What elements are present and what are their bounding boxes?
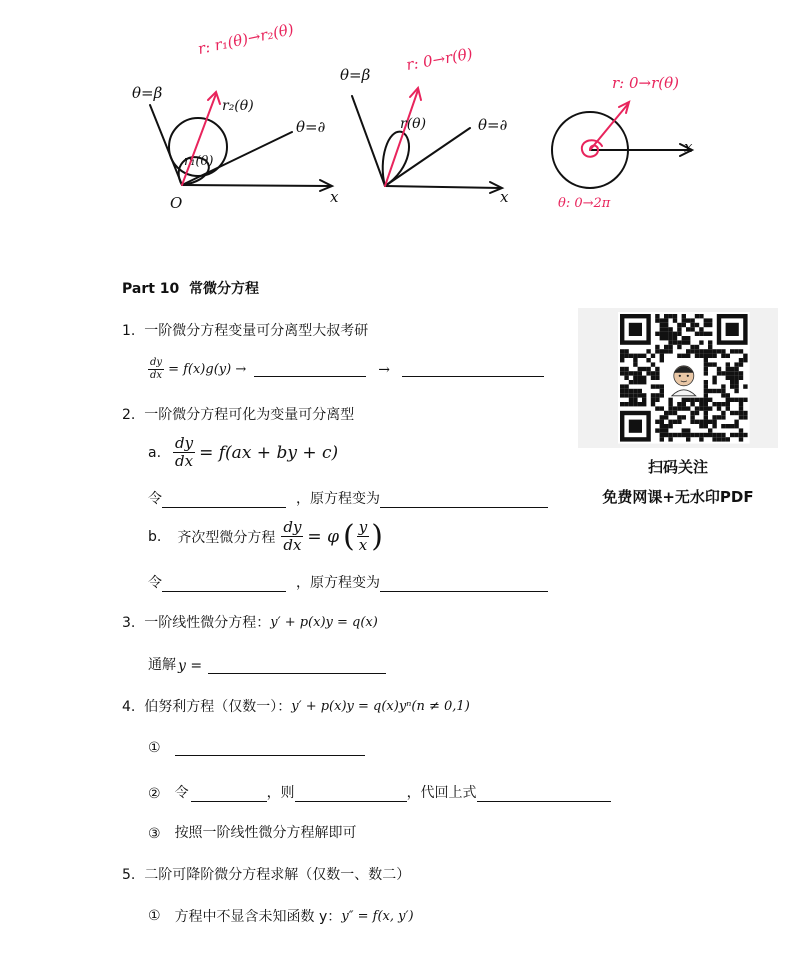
s2-b-frac-num: dy: [283, 518, 302, 536]
s4-ze: ，则: [266, 785, 295, 801]
s5-circle-1: ①: [148, 908, 161, 924]
s2-b-label: b.: [148, 528, 162, 545]
s4-step3: [148, 822, 357, 842]
s1-blank-2[interactable]: [402, 362, 544, 377]
d2-label-alpha: θ=∂: [478, 116, 508, 134]
d2-ray-alpha: [385, 128, 470, 186]
qr-caption-1: 扫码关注: [647, 458, 708, 476]
d1-label-r2: r₂(θ): [222, 98, 254, 114]
s2-a-ling: 令: [148, 491, 162, 507]
s4-ling: 令: [174, 785, 189, 801]
s4-step1: [148, 740, 365, 756]
s4-formula: y′ + p(x)y = q(x)yⁿ(n ≠ 0,1): [291, 698, 470, 714]
s4-blank-4[interactable]: [477, 787, 611, 802]
d1-label-origin: O: [170, 194, 183, 212]
d2-label-range: r: 0→r(θ): [404, 44, 474, 74]
s4-row: [122, 696, 470, 716]
d1-x-axis: [182, 185, 330, 186]
s5-item1-text: 方程中不显含未知函数 y：: [174, 909, 342, 925]
s4-circle-1: ①: [148, 740, 161, 756]
s4-blank-3[interactable]: [295, 787, 407, 802]
s2-b-blank-2[interactable]: [380, 577, 548, 592]
s3-general-y: y =: [178, 658, 203, 674]
s4-step3-text: 按照一阶线性微分方程解即可: [174, 825, 357, 841]
s3-title: 3. 一阶线性微分方程：: [122, 615, 271, 631]
d1-ray-beta: [150, 105, 182, 185]
s2-a-blank-2[interactable]: [380, 493, 548, 508]
s1-blank-1[interactable]: [254, 362, 366, 377]
qr-caption-2: 免费网课+无水印PDF: [602, 488, 754, 506]
d1-label-r1: r₁(θ): [184, 154, 214, 169]
s2-b-substitution: [148, 572, 548, 592]
s2-a-rhs: = f(ax + by + c): [199, 442, 339, 463]
d3-label-x: x: [684, 138, 693, 156]
d3-label-theta-range: θ: 0→2π: [558, 196, 611, 211]
s5-title: 5. 二阶可降阶微分方程求解（仅数一、数二）: [122, 867, 411, 883]
s1-formula: [148, 358, 544, 381]
s1-fraction: [148, 358, 164, 381]
s2-a-frac-den: dx: [175, 452, 194, 470]
s3-row: [122, 612, 378, 632]
d2-lobe: [383, 132, 409, 186]
d2-x-axis: [385, 186, 500, 188]
s2-b-inner-den: x: [358, 536, 368, 554]
s2-b-blank-1[interactable]: [162, 577, 286, 592]
s2-b-frac-den: dx: [283, 536, 302, 554]
s3-general-label: 通解: [148, 657, 176, 673]
s4-circle-2: ②: [148, 786, 161, 802]
s2-b-ling: 令: [148, 575, 162, 591]
s2-a-substitution: [148, 488, 548, 508]
s3-general: [148, 654, 386, 674]
s2-a-fraction: [173, 436, 195, 469]
s1-title: 1. 一阶微分方程变量可分离型大叔考研: [122, 323, 369, 339]
qr-code[interactable]: [578, 308, 778, 448]
s3-formula: y′ + p(x)y = q(x): [270, 614, 378, 630]
s4-blank-1[interactable]: [175, 741, 365, 756]
s2-b-inner-fraction: [357, 520, 369, 553]
s2-a-formula: [173, 436, 338, 469]
d2-label-beta: θ=β: [340, 66, 371, 84]
s2-a-blank-1[interactable]: [162, 493, 286, 508]
s4-step2: [148, 782, 611, 802]
s1-formula-rhs: = f(x)g(y) →: [168, 362, 247, 377]
s1-arrow: →: [378, 361, 390, 378]
d3-label-range: r: 0→r(θ): [612, 74, 680, 92]
s4-daihui: ，代回上式: [406, 785, 477, 801]
s2-a-row: [148, 436, 338, 469]
d1-label-alpha: θ=∂: [296, 118, 326, 136]
s4-title: 4. 伯努利方程（仅数一）：: [122, 699, 292, 715]
s3-blank[interactable]: [208, 659, 386, 674]
d3-radial-arrow: [590, 104, 628, 150]
d2-ray-beta: [352, 96, 385, 186]
s2-b-inner-num: y: [358, 518, 368, 536]
s2-a-yuan: ，原方程变为: [296, 491, 380, 507]
s2-a-frac-num: dy: [175, 434, 194, 452]
d2-label-r: r(θ): [400, 116, 427, 132]
part-title: Part 10 常微分方程: [122, 281, 260, 297]
s2-b-eq: = φ: [307, 526, 339, 547]
s2-title: 2. 一阶微分方程可化为变量可分离型: [122, 407, 355, 423]
s4-blank-2[interactable]: [191, 787, 267, 802]
s2-b-yuan: ，原方程变为: [296, 575, 380, 591]
qr-code-image: [578, 308, 778, 448]
d1-label-x: x: [330, 188, 339, 206]
s1-frac-num: dy: [150, 357, 163, 368]
d1-label-range: r: r₁(θ)→r₂(θ): [196, 20, 296, 58]
s5-formula: y″ = f(x, y′): [341, 908, 414, 924]
s5-item1: [148, 906, 414, 926]
s4-circle-3: ③: [148, 826, 161, 842]
s2-b-text: 齐次型微分方程: [177, 529, 276, 546]
s2-b-row: [148, 520, 383, 553]
s2-b-formula: $\frac{dy}{dx}$ = φ ( $\frac{y}{x}$ ): [283, 518, 383, 554]
d1-label-beta: θ=β: [132, 84, 163, 102]
s2-a-label: a.: [148, 444, 162, 461]
d2-label-x: x: [500, 188, 509, 206]
s1-frac-den: dx: [150, 370, 163, 381]
s2-b-fraction: [281, 520, 303, 553]
